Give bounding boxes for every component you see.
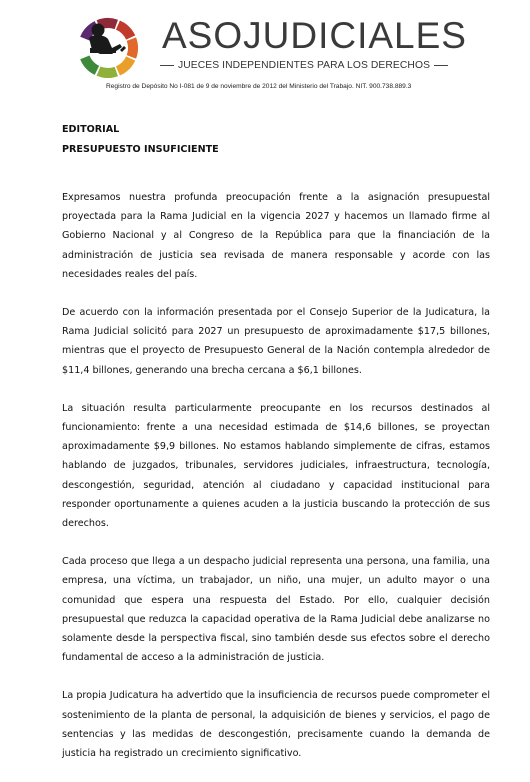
tagline-row [160,58,460,72]
paragraph: Cada proceso que llega a un despacho judicial representa una persona, una familia, una empresa, una víctima, un trabajador, un niño, una mujer, un adulto mayor o una comunidad que espera una respuesta del Estado. Por ello, cualquier decisión presupuestal que reduzca la capacidad operativa de la Rama Judicial debe analizarse no solamente desde la perspectiva fiscal, sino también desde sus efectos sobre el derecho fundamental de acceso a la administración de justicia. [62,556,490,664]
document-body [62,188,490,782]
logo-segment [127,37,138,58]
document-title: PRESUPUESTO INSUFICIENTE [62,144,219,155]
tagline: JUECES INDEPENDIENTES PARA LOS DERECHOS [178,59,431,71]
organization-name: ASOJUDICIALES [162,15,467,56]
paragraph: Expresamos nuestra profunda preocupación frente a la asignación presupuestal proyectada para la Rama Judicial en la vigencia 2027 y hacemos un llamado firme al Gobierno Nacional y al Congreso de la República para que la financiación de la administración de justicia sea revisada de manera responsable y acorde con las necesidades reales del país. [62,192,490,280]
tagline-rule-left [160,65,174,66]
logo-segment [80,55,99,74]
tagline-rule-right [434,65,448,66]
letterhead [0,0,530,100]
asojudiciales-logo-icon [62,14,158,78]
section-heading: EDITORIAL [62,124,120,135]
paragraph: La situación resulta particularmente preocupante en los recursos destinados al funcionamiento: frente a una necesidad estimada de $14,6 billones, se proyectan aproximadamente $9,9 billones. No estamos hablando simplemente de cifras, estamos hablando de juzgados, tribunales, servidores judiciales, infraestructura, tecnología, descongestión, seguridad, atención al ciudadano y capacidad institucional para responder oportunamente a quienes acuden a la justicia buscando la protección de sus derechos. [62,402,490,530]
paragraph: La propia Judicatura ha advertido que la insuficiencia de recursos puede comprometer el sostenimiento de la planta de personal, la adquisición de bienes y servicios, el pago de sentencias y las medidas de descongestión, precisamente cuando la demanda de justicia ha registrado un crecimiento significativo. [62,690,490,760]
paragraph: De acuerdo con la información presentada por el Consejo Superior de la Judicatura, la Rama Judicial solicitó para 2027 un presupuesto de aproximadamente $17,5 billones, mientras que el proyecto de Presupuesto General de la Nación contempla alrededor de $11,4 billones, generando una brecha cercana a $6,1 billones. [62,307,490,376]
logo-segment [116,20,135,39]
logo-segment [116,56,135,75]
registry-line: Registro de Depósito No I-081 de 9 de noviembre de 2012 del Ministerio del Trabajo. NIT. 900.738.889.3 [106,83,412,90]
logo-segment [97,67,118,78]
